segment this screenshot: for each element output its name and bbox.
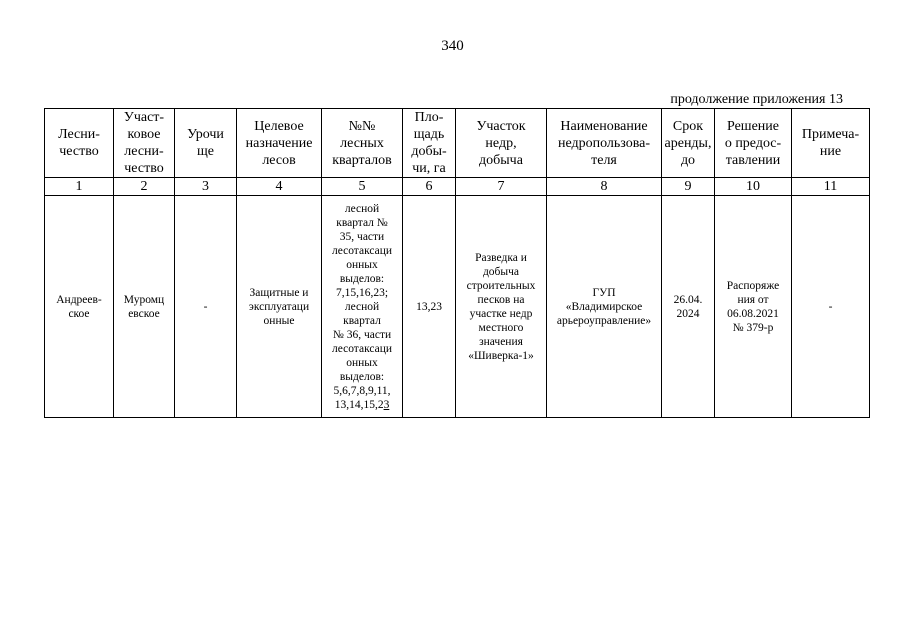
cell-urochishche: - [175, 196, 237, 418]
page-number: 340 [441, 38, 464, 54]
column-number: 11 [792, 178, 870, 196]
column-number-row [45, 178, 870, 196]
cell-srok-arendy: 26.04. 2024 [662, 196, 715, 418]
header-uchastkovoe-lesnichestvo: Участ- ковое лесни- чество [114, 109, 175, 178]
column-number: 8 [547, 178, 662, 196]
cell-lesnichestvo: Андреев- ское [45, 196, 114, 418]
table-header-row [45, 109, 870, 178]
column-number: 6 [403, 178, 456, 196]
cell-uchastkovoe-lesnichestvo: Муромц евское [114, 196, 175, 418]
cell-reshenie: Распоряже ния от 06.08.2021 № 379-р [715, 196, 792, 418]
cell-tselevoe-naznachenie: Защитные и эксплуатаци онные [237, 196, 322, 418]
column-number: 10 [715, 178, 792, 196]
column-number: 5 [322, 178, 403, 196]
column-number: 9 [662, 178, 715, 196]
kvartaly-text: лесной квартал № 35, части лесотаксаци онных выделов: 7,15,16,23; лесной квартал № 36, части лесотаксаци онных выделов: 5,6,7,8,9,11, 13,14,15,2 [331, 202, 393, 411]
column-number: 4 [237, 178, 322, 196]
cell-nedropolzovatel: ГУП «Владимирское арьероуправление» [547, 196, 662, 418]
header-lesnye-kvartaly: №№ лесных кварталов [322, 109, 403, 178]
header-reshenie: Решение о предос- тавлении [715, 109, 792, 178]
column-number: 2 [114, 178, 175, 196]
column-number: 7 [456, 178, 547, 196]
continuation-note: продолжение приложения 13 [670, 92, 843, 107]
cell-uchastok-nedr: Разведка и добыча строительных песков на участке недр местного значения «Шиверка-1» [456, 196, 547, 418]
cell-lesnye-kvartaly [322, 196, 403, 418]
header-lesnichestvo: Лесни- чество [45, 109, 114, 178]
header-srok-arendy: Срок аренды, до [662, 109, 715, 178]
column-number: 3 [175, 178, 237, 196]
kvartaly-underlined-digit: 3 [383, 398, 390, 411]
header-nedropolzovatel: Наименование недропользова- теля [547, 109, 662, 178]
forest-use-table [44, 108, 870, 418]
column-number: 1 [45, 178, 114, 196]
header-ploshchad: Пло- щадь добы- чи, га [403, 109, 456, 178]
table-row [45, 196, 870, 418]
cell-primechanie: - [792, 196, 870, 418]
cell-ploshchad: 13,23 [403, 196, 456, 418]
header-primechanie: Примеча- ние [792, 109, 870, 178]
header-tselevoe-naznachenie: Целевое назначение лесов [237, 109, 322, 178]
header-urochishche: Урочи ще [175, 109, 237, 178]
header-uchastok-nedr: Участок недр, добыча [456, 109, 547, 178]
